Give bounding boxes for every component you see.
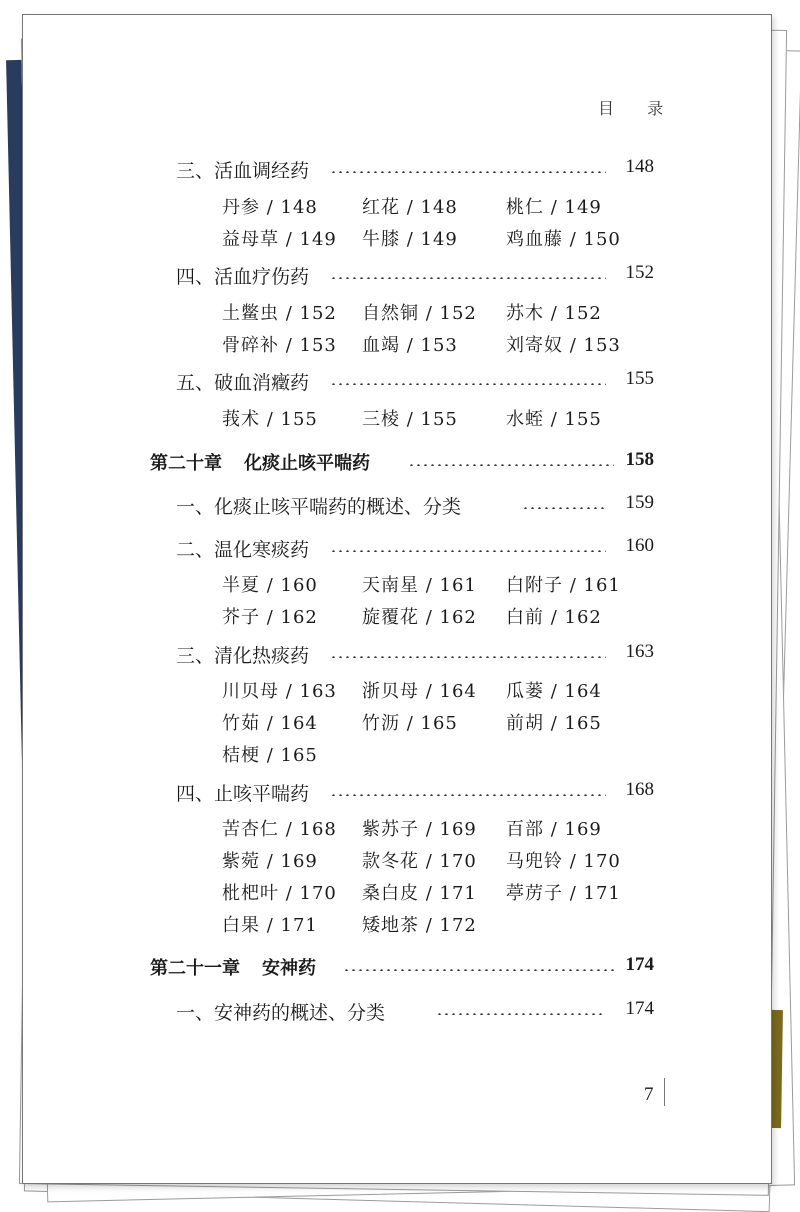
- folio-rule: [664, 1078, 665, 1106]
- section-title: 二、温化寒痰药: [176, 539, 310, 561]
- section-page-number: 159: [625, 492, 654, 513]
- herb-entry[interactable]: 浙贝母 / 164: [362, 681, 477, 702]
- section-page-number: 152: [625, 262, 654, 283]
- herb-entry[interactable]: 前胡 / 165: [506, 713, 602, 734]
- herb-entry[interactable]: 苦杏仁 / 168: [222, 819, 337, 840]
- herb-entry[interactable]: 牛膝 / 149: [362, 229, 458, 250]
- section-title: 三、清化热痰药: [176, 645, 310, 667]
- section-page-number: 160: [625, 535, 654, 556]
- section-title: 五、破血消癥药: [176, 372, 310, 394]
- toc-section-entry[interactable]: [0, 156, 800, 182]
- toc-section-entry[interactable]: [0, 641, 800, 667]
- section-page-number: 148: [625, 156, 654, 177]
- dot-leader: [522, 507, 606, 509]
- herb-entry[interactable]: 旋覆花 / 162: [362, 607, 477, 628]
- herb-entry[interactable]: 三棱 / 155: [362, 409, 458, 430]
- chapter-page-number: 174: [625, 954, 654, 975]
- toc-section-entry[interactable]: [0, 368, 800, 394]
- toc-section-entry[interactable]: [0, 535, 800, 561]
- herb-entry[interactable]: 红花 / 148: [362, 197, 458, 218]
- herb-entry[interactable]: 桔梗 / 165: [222, 745, 318, 766]
- herb-entry[interactable]: 苏木 / 152: [506, 303, 602, 324]
- herb-entry[interactable]: 丹参 / 148: [222, 197, 318, 218]
- herb-entry[interactable]: 白果 / 171: [222, 915, 318, 936]
- chapter-page-number: 158: [625, 449, 654, 470]
- herb-entry[interactable]: 芥子 / 162: [222, 607, 318, 628]
- dot-leader: [330, 277, 606, 279]
- herb-entry[interactable]: 半夏 / 160: [222, 575, 318, 596]
- dot-leader: [330, 550, 606, 552]
- herb-entry[interactable]: 水蛭 / 155: [506, 409, 602, 430]
- page-number: 7: [644, 1084, 654, 1105]
- toc-section-entry[interactable]: [0, 779, 800, 805]
- herb-entry[interactable]: 血竭 / 153: [362, 335, 458, 356]
- section-page-number: 163: [625, 641, 654, 662]
- dot-leader: [330, 794, 606, 796]
- section-title: 四、止咳平喘药: [176, 783, 310, 805]
- herb-entry[interactable]: 川贝母 / 163: [222, 681, 337, 702]
- herb-entry[interactable]: 瓜蒌 / 164: [506, 681, 602, 702]
- herb-entry[interactable]: 葶苈子 / 171: [506, 883, 621, 904]
- herb-entry[interactable]: 骨碎补 / 153: [222, 335, 337, 356]
- dot-leader: [436, 1013, 606, 1015]
- herb-entry[interactable]: 竹茹 / 164: [222, 713, 318, 734]
- herb-entry[interactable]: 白附子 / 161: [506, 575, 621, 596]
- herb-entry[interactable]: 益母草 / 149: [222, 229, 337, 250]
- section-page-number: 155: [625, 368, 654, 389]
- herb-entry[interactable]: 紫菀 / 169: [222, 851, 318, 872]
- toc-chapter-entry[interactable]: [0, 449, 800, 475]
- herb-entry[interactable]: 土鳖虫 / 152: [222, 303, 337, 324]
- toc-section-entry[interactable]: [0, 262, 800, 288]
- herb-entry[interactable]: 天南星 / 161: [362, 575, 477, 596]
- section-title: 一、化痰止咳平喘药的概述、分类: [176, 496, 462, 518]
- section-page-number: 174: [625, 998, 654, 1019]
- toc-section-entry[interactable]: [0, 492, 800, 518]
- herb-entry[interactable]: 莪术 / 155: [222, 409, 318, 430]
- herb-entry[interactable]: 紫苏子 / 169: [362, 819, 477, 840]
- section-title: 四、活血疗伤药: [176, 266, 310, 288]
- section-page-number: 168: [625, 779, 654, 800]
- herb-entry[interactable]: 鸡血藤 / 150: [506, 229, 621, 250]
- dot-leader: [330, 171, 606, 173]
- herb-entry[interactable]: 百部 / 169: [506, 819, 602, 840]
- dot-leader: [408, 464, 614, 466]
- herb-entry[interactable]: 马兜铃 / 170: [506, 851, 621, 872]
- herb-entry[interactable]: 枇杷叶 / 170: [222, 883, 337, 904]
- running-head: 目 录: [598, 99, 678, 118]
- toc-chapter-entry[interactable]: [0, 954, 800, 980]
- herb-entry[interactable]: 白前 / 162: [506, 607, 602, 628]
- herb-entry[interactable]: 竹沥 / 165: [362, 713, 458, 734]
- chapter-title: 第二十章 化痰止咳平喘药: [150, 453, 370, 474]
- herb-entry[interactable]: 款冬花 / 170: [362, 851, 477, 872]
- section-title: 一、安神药的概述、分类: [176, 1002, 386, 1024]
- section-title: 三、活血调经药: [176, 160, 310, 182]
- herb-entry[interactable]: 矮地茶 / 172: [362, 915, 477, 936]
- herb-entry[interactable]: 桃仁 / 149: [506, 197, 602, 218]
- herb-entry[interactable]: 桑白皮 / 171: [362, 883, 477, 904]
- herb-entry[interactable]: 自然铜 / 152: [362, 303, 477, 324]
- dot-leader: [343, 969, 614, 971]
- dot-leader: [330, 656, 606, 658]
- toc-section-entry[interactable]: [0, 998, 800, 1024]
- herb-entry[interactable]: 刘寄奴 / 153: [506, 335, 621, 356]
- chapter-title: 第二十一章 安神药: [150, 958, 316, 979]
- dot-leader: [330, 383, 606, 385]
